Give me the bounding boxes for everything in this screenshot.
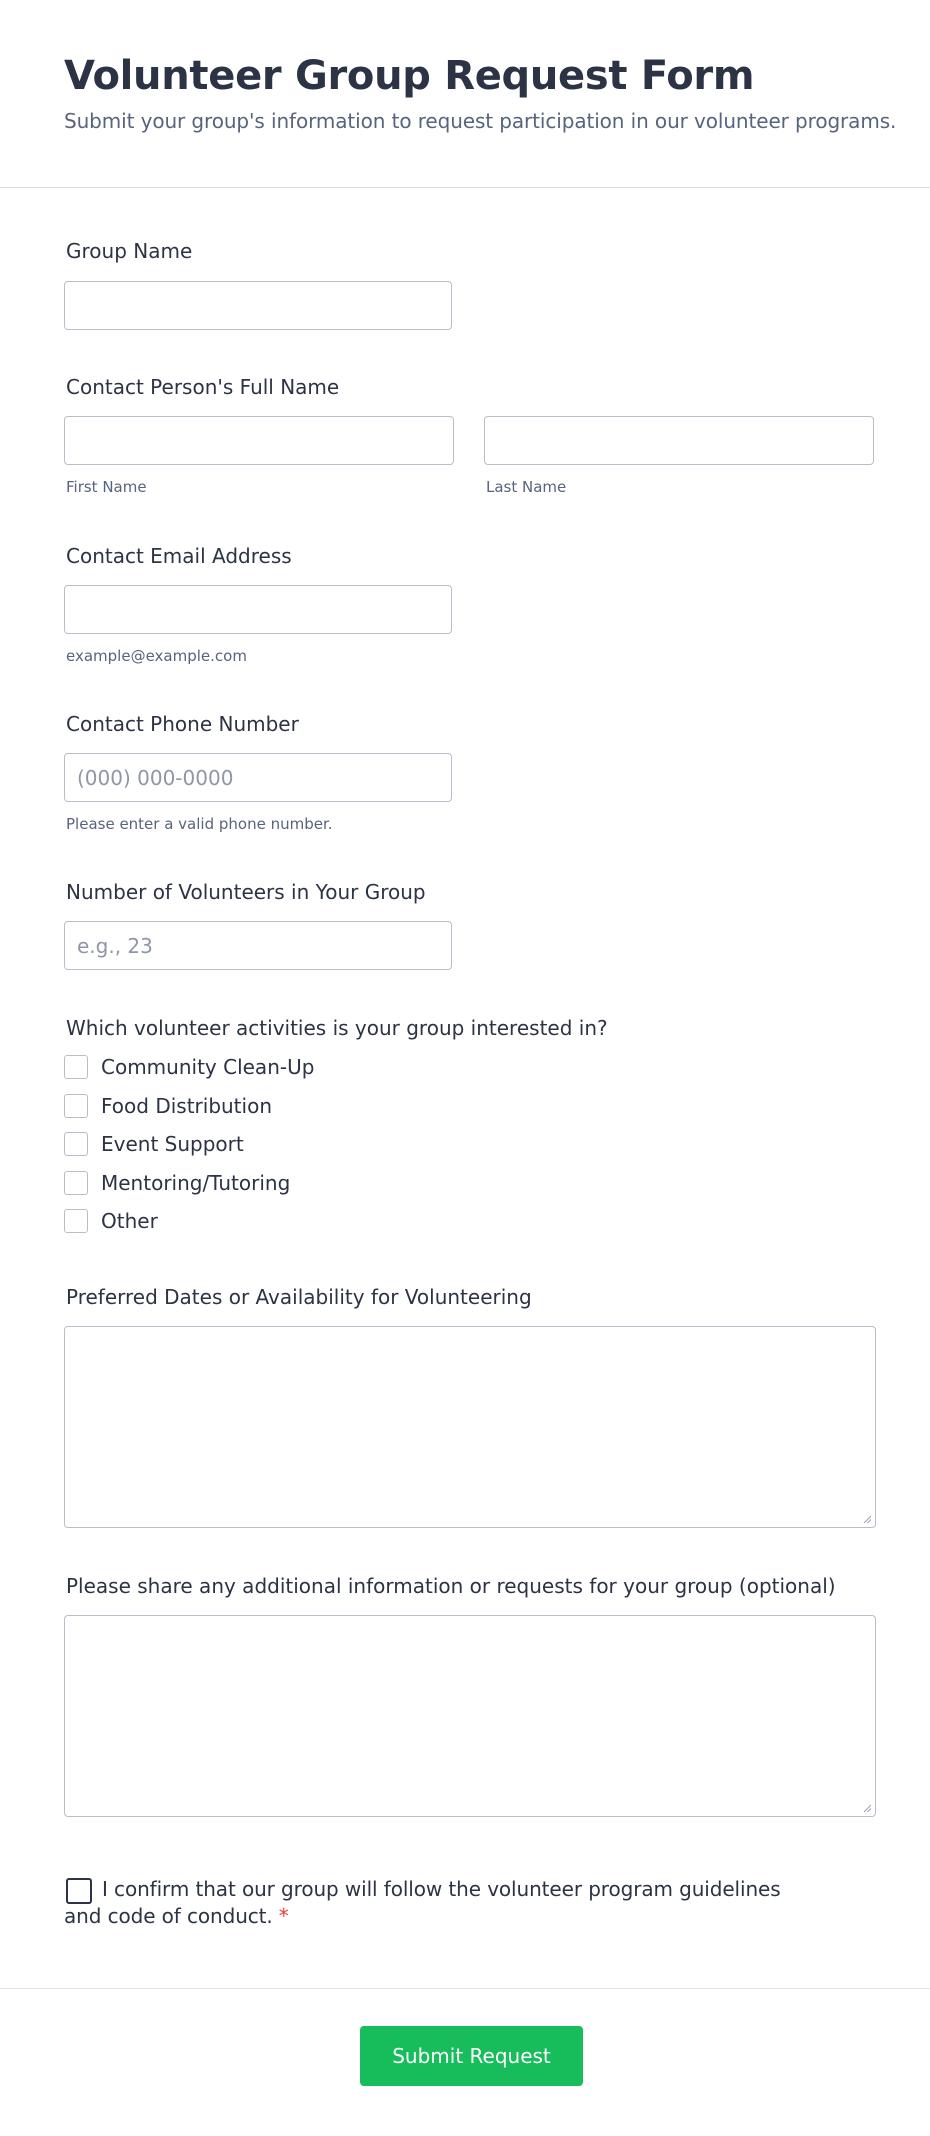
contact-name-row xyxy=(64,416,876,496)
email-field xyxy=(64,543,876,665)
first-name-input[interactable] xyxy=(64,416,454,465)
checkbox[interactable] xyxy=(64,1094,88,1118)
checkbox[interactable] xyxy=(64,1209,88,1233)
confirm-checkbox[interactable] xyxy=(66,1878,92,1904)
last-name-sublabel: Last Name xyxy=(486,478,567,496)
last-name-input[interactable] xyxy=(484,416,874,465)
activity-option-other[interactable] xyxy=(64,1209,876,1233)
availability-label: Preferred Dates or Availability for Volunteering xyxy=(66,1285,532,1309)
checkbox[interactable] xyxy=(64,1171,88,1195)
activities-options xyxy=(64,1055,876,1233)
phone-input[interactable] xyxy=(64,753,452,802)
activity-option-label: Other xyxy=(101,1209,158,1233)
availability-textarea[interactable] xyxy=(64,1326,876,1528)
volunteers-label: Number of Volunteers in Your Group xyxy=(66,880,426,904)
phone-label: Contact Phone Number xyxy=(66,712,299,736)
contact-name-label: Contact Person's Full Name xyxy=(66,375,340,399)
volunteers-input[interactable] xyxy=(64,921,452,970)
activity-option-label: Food Distribution xyxy=(101,1093,272,1118)
activities-field xyxy=(64,1015,876,1248)
confirm-label: I confirm that our group will follow the volunteer program guidelines and code of conduct. xyxy=(64,1877,781,1928)
activity-option-event-support[interactable] xyxy=(64,1132,876,1156)
email-input[interactable] xyxy=(64,585,452,634)
volunteers-field xyxy=(64,879,876,970)
availability-field xyxy=(64,1284,876,1528)
activity-option-community-clean-up[interactable] xyxy=(64,1055,876,1079)
footer-divider xyxy=(0,1988,930,1989)
checkbox[interactable] xyxy=(64,1055,88,1079)
first-name-group xyxy=(64,416,454,496)
additional-info-textarea[interactable] xyxy=(64,1615,876,1817)
group-name-label: Group Name xyxy=(66,239,193,263)
activity-option-mentoring-tutoring[interactable] xyxy=(64,1171,876,1195)
header-divider xyxy=(0,187,930,188)
email-label: Contact Email Address xyxy=(66,544,292,568)
activity-option-food-distribution[interactable] xyxy=(64,1094,876,1118)
first-name-sublabel: First Name xyxy=(66,478,147,496)
page-subtitle: Submit your group's information to request participation in our volunteer programs. xyxy=(64,109,897,133)
email-sublabel: example@example.com xyxy=(66,647,247,665)
additional-info-field xyxy=(64,1573,876,1817)
phone-field xyxy=(64,711,876,833)
required-indicator: * xyxy=(278,1904,289,1928)
contact-name-field xyxy=(64,374,876,496)
phone-sublabel: Please enter a valid phone number. xyxy=(66,815,333,833)
group-name-field xyxy=(64,238,876,330)
group-name-input[interactable] xyxy=(64,281,452,330)
activities-label: Which volunteer activities is your group interested in? xyxy=(66,1016,608,1040)
last-name-group xyxy=(484,416,874,496)
checkbox[interactable] xyxy=(64,1132,88,1156)
confirm-text-block xyxy=(64,1876,824,1930)
activity-option-label: Mentoring/Tutoring xyxy=(101,1170,291,1195)
activity-option-label: Event Support xyxy=(101,1132,244,1156)
resize-grip-icon[interactable] xyxy=(863,1804,871,1812)
resize-grip-icon[interactable] xyxy=(863,1515,871,1523)
submit-button[interactable]: Submit Request xyxy=(360,2026,583,2086)
activity-option-label: Community Clean-Up xyxy=(101,1055,315,1079)
form-header xyxy=(64,50,897,134)
confirm-field xyxy=(64,1876,824,1930)
page-title: Volunteer Group Request Form xyxy=(64,53,755,99)
additional-info-label: Please share any additional information or requests for your group (optional) xyxy=(66,1574,836,1598)
